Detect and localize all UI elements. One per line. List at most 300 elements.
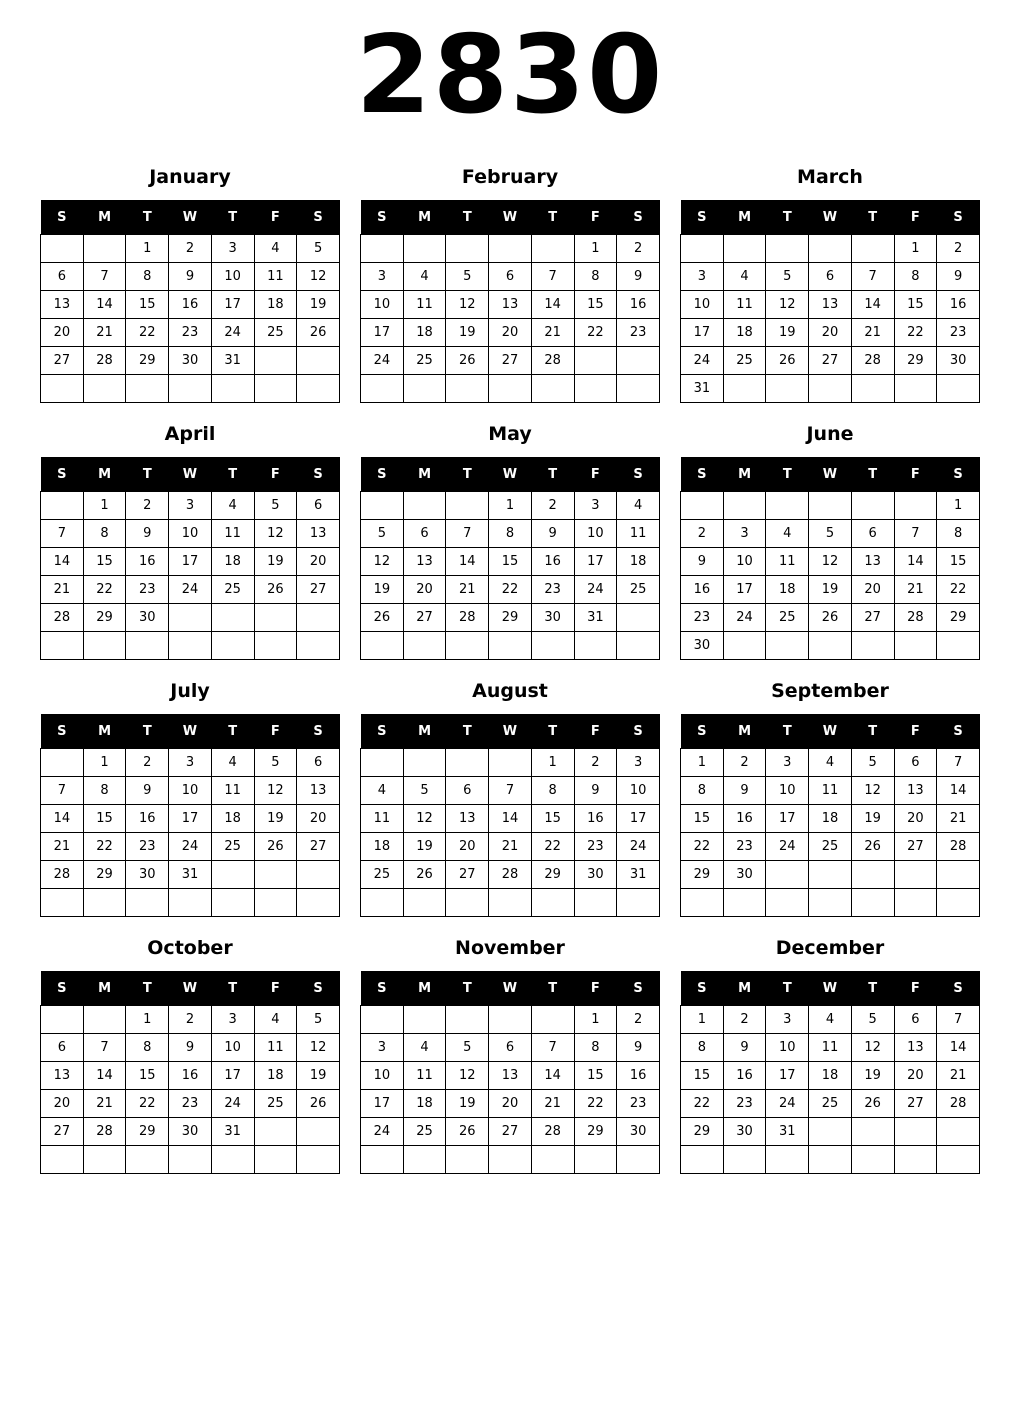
day-cell[interactable]: 10: [723, 548, 766, 576]
day-cell[interactable]: 17: [211, 1062, 254, 1090]
day-cell[interactable]: 17: [169, 805, 212, 833]
day-cell[interactable]: 25: [809, 1090, 852, 1118]
day-cell[interactable]: 31: [681, 375, 724, 403]
day-cell[interactable]: 26: [403, 861, 446, 889]
day-cell[interactable]: 3: [169, 749, 212, 777]
day-cell[interactable]: 29: [489, 604, 532, 632]
day-cell[interactable]: 12: [446, 291, 489, 319]
day-cell[interactable]: 5: [446, 263, 489, 291]
day-cell[interactable]: 22: [126, 1090, 169, 1118]
day-cell[interactable]: 11: [809, 777, 852, 805]
day-cell[interactable]: 20: [41, 1090, 84, 1118]
day-cell[interactable]: 29: [574, 1118, 617, 1146]
day-cell[interactable]: 11: [361, 805, 404, 833]
day-cell[interactable]: 24: [211, 1090, 254, 1118]
day-cell[interactable]: 1: [126, 1006, 169, 1034]
day-cell[interactable]: 10: [169, 520, 212, 548]
day-cell[interactable]: 2: [531, 492, 574, 520]
day-cell[interactable]: 14: [531, 1062, 574, 1090]
day-cell[interactable]: 18: [211, 805, 254, 833]
day-cell[interactable]: 30: [169, 347, 212, 375]
day-cell[interactable]: 11: [617, 520, 660, 548]
day-cell[interactable]: 14: [531, 291, 574, 319]
day-cell[interactable]: 9: [617, 1034, 660, 1062]
day-cell[interactable]: 23: [617, 1090, 660, 1118]
day-cell[interactable]: 8: [83, 777, 126, 805]
day-cell[interactable]: 23: [169, 1090, 212, 1118]
day-cell[interactable]: 13: [297, 777, 340, 805]
day-cell[interactable]: 4: [617, 492, 660, 520]
day-cell[interactable]: 11: [403, 291, 446, 319]
day-cell[interactable]: 7: [851, 263, 894, 291]
day-cell[interactable]: 26: [297, 319, 340, 347]
day-cell[interactable]: 23: [681, 604, 724, 632]
day-cell[interactable]: 10: [169, 777, 212, 805]
day-cell[interactable]: 6: [41, 263, 84, 291]
day-cell[interactable]: 29: [83, 861, 126, 889]
day-cell[interactable]: 28: [83, 347, 126, 375]
day-cell[interactable]: 16: [169, 1062, 212, 1090]
day-cell[interactable]: 7: [446, 520, 489, 548]
day-cell[interactable]: 9: [681, 548, 724, 576]
day-cell[interactable]: 26: [254, 833, 297, 861]
day-cell[interactable]: 22: [83, 833, 126, 861]
day-cell[interactable]: 18: [766, 576, 809, 604]
day-cell[interactable]: 18: [361, 833, 404, 861]
day-cell[interactable]: 19: [809, 576, 852, 604]
day-cell[interactable]: 29: [937, 604, 980, 632]
day-cell[interactable]: 30: [723, 1118, 766, 1146]
day-cell[interactable]: 24: [681, 347, 724, 375]
day-cell[interactable]: 16: [531, 548, 574, 576]
day-cell[interactable]: 31: [574, 604, 617, 632]
day-cell[interactable]: 7: [937, 1006, 980, 1034]
day-cell[interactable]: 27: [894, 1090, 937, 1118]
day-cell[interactable]: 12: [297, 1034, 340, 1062]
day-cell[interactable]: 28: [851, 347, 894, 375]
day-cell[interactable]: 5: [297, 1006, 340, 1034]
day-cell[interactable]: 28: [41, 861, 84, 889]
day-cell[interactable]: 3: [723, 520, 766, 548]
day-cell[interactable]: 6: [894, 1006, 937, 1034]
day-cell[interactable]: 13: [41, 291, 84, 319]
day-cell[interactable]: 9: [723, 777, 766, 805]
day-cell[interactable]: 5: [403, 777, 446, 805]
day-cell[interactable]: 20: [809, 319, 852, 347]
day-cell[interactable]: 8: [83, 520, 126, 548]
day-cell[interactable]: 26: [809, 604, 852, 632]
day-cell[interactable]: 9: [126, 777, 169, 805]
day-cell[interactable]: 6: [489, 1034, 532, 1062]
day-cell[interactable]: 13: [489, 291, 532, 319]
day-cell[interactable]: 13: [489, 1062, 532, 1090]
day-cell[interactable]: 16: [723, 1062, 766, 1090]
day-cell[interactable]: 12: [403, 805, 446, 833]
day-cell[interactable]: 22: [574, 319, 617, 347]
day-cell[interactable]: 21: [851, 319, 894, 347]
day-cell[interactable]: 2: [126, 749, 169, 777]
day-cell[interactable]: 31: [211, 347, 254, 375]
day-cell[interactable]: 24: [361, 347, 404, 375]
day-cell[interactable]: 28: [894, 604, 937, 632]
day-cell[interactable]: 1: [574, 1006, 617, 1034]
day-cell[interactable]: 30: [617, 1118, 660, 1146]
day-cell[interactable]: 24: [723, 604, 766, 632]
day-cell[interactable]: 26: [446, 1118, 489, 1146]
day-cell[interactable]: 7: [83, 1034, 126, 1062]
day-cell[interactable]: 27: [446, 861, 489, 889]
day-cell[interactable]: 10: [211, 1034, 254, 1062]
day-cell[interactable]: 8: [126, 1034, 169, 1062]
day-cell[interactable]: 25: [254, 319, 297, 347]
day-cell[interactable]: 22: [681, 1090, 724, 1118]
day-cell[interactable]: 19: [254, 805, 297, 833]
day-cell[interactable]: 26: [851, 1090, 894, 1118]
day-cell[interactable]: 13: [297, 520, 340, 548]
day-cell[interactable]: 20: [489, 319, 532, 347]
day-cell[interactable]: 21: [83, 319, 126, 347]
day-cell[interactable]: 18: [723, 319, 766, 347]
day-cell[interactable]: 7: [937, 749, 980, 777]
day-cell[interactable]: 2: [126, 492, 169, 520]
day-cell[interactable]: 15: [531, 805, 574, 833]
day-cell[interactable]: 25: [403, 347, 446, 375]
day-cell[interactable]: 30: [126, 861, 169, 889]
day-cell[interactable]: 15: [937, 548, 980, 576]
day-cell[interactable]: 17: [617, 805, 660, 833]
day-cell[interactable]: 24: [574, 576, 617, 604]
day-cell[interactable]: 11: [211, 777, 254, 805]
day-cell[interactable]: 27: [41, 347, 84, 375]
day-cell[interactable]: 21: [83, 1090, 126, 1118]
day-cell[interactable]: 19: [254, 548, 297, 576]
day-cell[interactable]: 10: [211, 263, 254, 291]
day-cell[interactable]: 19: [361, 576, 404, 604]
day-cell[interactable]: 4: [809, 749, 852, 777]
day-cell[interactable]: 12: [766, 291, 809, 319]
day-cell[interactable]: 2: [937, 235, 980, 263]
day-cell[interactable]: 5: [254, 749, 297, 777]
day-cell[interactable]: 12: [361, 548, 404, 576]
day-cell[interactable]: 14: [83, 291, 126, 319]
day-cell[interactable]: 7: [531, 1034, 574, 1062]
day-cell[interactable]: 2: [617, 1006, 660, 1034]
day-cell[interactable]: 23: [574, 833, 617, 861]
day-cell[interactable]: 22: [126, 319, 169, 347]
day-cell[interactable]: 17: [361, 319, 404, 347]
day-cell[interactable]: 25: [766, 604, 809, 632]
day-cell[interactable]: 17: [766, 1062, 809, 1090]
day-cell[interactable]: 19: [446, 319, 489, 347]
day-cell[interactable]: 24: [169, 576, 212, 604]
day-cell[interactable]: 16: [169, 291, 212, 319]
day-cell[interactable]: 12: [851, 1034, 894, 1062]
day-cell[interactable]: 7: [531, 263, 574, 291]
day-cell[interactable]: 2: [574, 749, 617, 777]
day-cell[interactable]: 15: [574, 1062, 617, 1090]
day-cell[interactable]: 12: [254, 777, 297, 805]
day-cell[interactable]: 4: [766, 520, 809, 548]
day-cell[interactable]: 19: [297, 291, 340, 319]
day-cell[interactable]: 10: [361, 291, 404, 319]
day-cell[interactable]: 22: [937, 576, 980, 604]
day-cell[interactable]: 18: [403, 1090, 446, 1118]
day-cell[interactable]: 29: [83, 604, 126, 632]
day-cell[interactable]: 29: [126, 347, 169, 375]
day-cell[interactable]: 7: [41, 777, 84, 805]
day-cell[interactable]: 16: [937, 291, 980, 319]
day-cell[interactable]: 4: [254, 1006, 297, 1034]
day-cell[interactable]: 14: [41, 805, 84, 833]
day-cell[interactable]: 11: [211, 520, 254, 548]
day-cell[interactable]: 30: [126, 604, 169, 632]
day-cell[interactable]: 20: [489, 1090, 532, 1118]
day-cell[interactable]: 9: [169, 263, 212, 291]
day-cell[interactable]: 8: [894, 263, 937, 291]
day-cell[interactable]: 13: [894, 777, 937, 805]
day-cell[interactable]: 28: [937, 833, 980, 861]
day-cell[interactable]: 6: [851, 520, 894, 548]
day-cell[interactable]: 30: [531, 604, 574, 632]
day-cell[interactable]: 1: [126, 235, 169, 263]
day-cell[interactable]: 9: [126, 520, 169, 548]
day-cell[interactable]: 24: [766, 1090, 809, 1118]
day-cell[interactable]: 26: [254, 576, 297, 604]
day-cell[interactable]: 14: [446, 548, 489, 576]
day-cell[interactable]: 15: [489, 548, 532, 576]
day-cell[interactable]: 27: [894, 833, 937, 861]
day-cell[interactable]: 4: [403, 263, 446, 291]
day-cell[interactable]: 20: [297, 805, 340, 833]
day-cell[interactable]: 18: [617, 548, 660, 576]
day-cell[interactable]: 20: [297, 548, 340, 576]
day-cell[interactable]: 14: [937, 777, 980, 805]
day-cell[interactable]: 21: [489, 833, 532, 861]
day-cell[interactable]: 1: [681, 749, 724, 777]
day-cell[interactable]: 13: [809, 291, 852, 319]
day-cell[interactable]: 27: [489, 1118, 532, 1146]
day-cell[interactable]: 1: [937, 492, 980, 520]
day-cell[interactable]: 10: [361, 1062, 404, 1090]
day-cell[interactable]: 25: [809, 833, 852, 861]
day-cell[interactable]: 30: [937, 347, 980, 375]
day-cell[interactable]: 21: [937, 805, 980, 833]
day-cell[interactable]: 16: [617, 291, 660, 319]
day-cell[interactable]: 25: [254, 1090, 297, 1118]
day-cell[interactable]: 22: [489, 576, 532, 604]
day-cell[interactable]: 11: [403, 1062, 446, 1090]
day-cell[interactable]: 16: [617, 1062, 660, 1090]
day-cell[interactable]: 14: [851, 291, 894, 319]
day-cell[interactable]: 3: [361, 263, 404, 291]
day-cell[interactable]: 20: [894, 1062, 937, 1090]
day-cell[interactable]: 20: [851, 576, 894, 604]
day-cell[interactable]: 29: [894, 347, 937, 375]
day-cell[interactable]: 24: [617, 833, 660, 861]
day-cell[interactable]: 6: [403, 520, 446, 548]
day-cell[interactable]: 28: [41, 604, 84, 632]
day-cell[interactable]: 4: [361, 777, 404, 805]
day-cell[interactable]: 29: [681, 861, 724, 889]
day-cell[interactable]: 31: [211, 1118, 254, 1146]
day-cell[interactable]: 10: [681, 291, 724, 319]
day-cell[interactable]: 19: [446, 1090, 489, 1118]
day-cell[interactable]: 17: [211, 291, 254, 319]
day-cell[interactable]: 8: [681, 1034, 724, 1062]
day-cell[interactable]: 31: [766, 1118, 809, 1146]
day-cell[interactable]: 14: [83, 1062, 126, 1090]
day-cell[interactable]: 25: [617, 576, 660, 604]
day-cell[interactable]: 26: [297, 1090, 340, 1118]
day-cell[interactable]: 27: [403, 604, 446, 632]
day-cell[interactable]: 6: [297, 492, 340, 520]
day-cell[interactable]: 3: [361, 1034, 404, 1062]
day-cell[interactable]: 11: [723, 291, 766, 319]
day-cell[interactable]: 16: [126, 805, 169, 833]
day-cell[interactable]: 12: [297, 263, 340, 291]
day-cell[interactable]: 12: [254, 520, 297, 548]
day-cell[interactable]: 26: [361, 604, 404, 632]
day-cell[interactable]: 3: [211, 235, 254, 263]
day-cell[interactable]: 21: [531, 319, 574, 347]
day-cell[interactable]: 24: [169, 833, 212, 861]
day-cell[interactable]: 29: [126, 1118, 169, 1146]
day-cell[interactable]: 22: [894, 319, 937, 347]
day-cell[interactable]: 24: [211, 319, 254, 347]
day-cell[interactable]: 28: [531, 347, 574, 375]
day-cell[interactable]: 7: [489, 777, 532, 805]
day-cell[interactable]: 26: [446, 347, 489, 375]
day-cell[interactable]: 14: [894, 548, 937, 576]
day-cell[interactable]: 7: [894, 520, 937, 548]
day-cell[interactable]: 18: [254, 1062, 297, 1090]
day-cell[interactable]: 6: [809, 263, 852, 291]
day-cell[interactable]: 5: [851, 749, 894, 777]
day-cell[interactable]: 8: [937, 520, 980, 548]
day-cell[interactable]: 5: [254, 492, 297, 520]
day-cell[interactable]: 10: [574, 520, 617, 548]
day-cell[interactable]: 15: [574, 291, 617, 319]
day-cell[interactable]: 31: [617, 861, 660, 889]
day-cell[interactable]: 29: [681, 1118, 724, 1146]
day-cell[interactable]: 15: [681, 805, 724, 833]
day-cell[interactable]: 3: [574, 492, 617, 520]
day-cell[interactable]: 21: [531, 1090, 574, 1118]
day-cell[interactable]: 19: [297, 1062, 340, 1090]
day-cell[interactable]: 4: [254, 235, 297, 263]
day-cell[interactable]: 20: [41, 319, 84, 347]
day-cell[interactable]: 1: [83, 492, 126, 520]
day-cell[interactable]: 1: [531, 749, 574, 777]
day-cell[interactable]: 19: [766, 319, 809, 347]
day-cell[interactable]: 11: [809, 1034, 852, 1062]
day-cell[interactable]: 4: [723, 263, 766, 291]
day-cell[interactable]: 15: [83, 548, 126, 576]
day-cell[interactable]: 6: [489, 263, 532, 291]
day-cell[interactable]: 15: [126, 291, 169, 319]
day-cell[interactable]: 16: [723, 805, 766, 833]
day-cell[interactable]: 23: [126, 833, 169, 861]
day-cell[interactable]: 17: [723, 576, 766, 604]
day-cell[interactable]: 22: [681, 833, 724, 861]
day-cell[interactable]: 3: [681, 263, 724, 291]
day-cell[interactable]: 23: [723, 1090, 766, 1118]
day-cell[interactable]: 17: [681, 319, 724, 347]
day-cell[interactable]: 9: [617, 263, 660, 291]
day-cell[interactable]: 19: [851, 805, 894, 833]
day-cell[interactable]: 26: [766, 347, 809, 375]
day-cell[interactable]: 17: [766, 805, 809, 833]
day-cell[interactable]: 7: [83, 263, 126, 291]
day-cell[interactable]: 6: [41, 1034, 84, 1062]
day-cell[interactable]: 25: [403, 1118, 446, 1146]
day-cell[interactable]: 10: [766, 1034, 809, 1062]
day-cell[interactable]: 1: [894, 235, 937, 263]
day-cell[interactable]: 1: [681, 1006, 724, 1034]
day-cell[interactable]: 13: [894, 1034, 937, 1062]
day-cell[interactable]: 24: [361, 1118, 404, 1146]
day-cell[interactable]: 1: [489, 492, 532, 520]
day-cell[interactable]: 4: [211, 749, 254, 777]
day-cell[interactable]: 31: [169, 861, 212, 889]
day-cell[interactable]: 12: [851, 777, 894, 805]
day-cell[interactable]: 19: [851, 1062, 894, 1090]
day-cell[interactable]: 11: [766, 548, 809, 576]
day-cell[interactable]: 1: [83, 749, 126, 777]
day-cell[interactable]: 18: [809, 1062, 852, 1090]
day-cell[interactable]: 10: [766, 777, 809, 805]
day-cell[interactable]: 8: [574, 263, 617, 291]
day-cell[interactable]: 12: [809, 548, 852, 576]
day-cell[interactable]: 16: [126, 548, 169, 576]
day-cell[interactable]: 27: [297, 576, 340, 604]
day-cell[interactable]: 9: [169, 1034, 212, 1062]
day-cell[interactable]: 17: [574, 548, 617, 576]
day-cell[interactable]: 5: [446, 1034, 489, 1062]
day-cell[interactable]: 13: [403, 548, 446, 576]
day-cell[interactable]: 8: [531, 777, 574, 805]
day-cell[interactable]: 30: [723, 861, 766, 889]
day-cell[interactable]: 22: [83, 576, 126, 604]
day-cell[interactable]: 11: [254, 263, 297, 291]
day-cell[interactable]: 16: [681, 576, 724, 604]
day-cell[interactable]: 6: [297, 749, 340, 777]
day-cell[interactable]: 5: [809, 520, 852, 548]
day-cell[interactable]: 3: [169, 492, 212, 520]
day-cell[interactable]: 8: [574, 1034, 617, 1062]
day-cell[interactable]: 23: [723, 833, 766, 861]
day-cell[interactable]: 6: [446, 777, 489, 805]
day-cell[interactable]: 25: [211, 576, 254, 604]
day-cell[interactable]: 27: [851, 604, 894, 632]
day-cell[interactable]: 21: [41, 576, 84, 604]
day-cell[interactable]: 25: [723, 347, 766, 375]
day-cell[interactable]: 26: [851, 833, 894, 861]
day-cell[interactable]: 2: [723, 1006, 766, 1034]
day-cell[interactable]: 5: [766, 263, 809, 291]
day-cell[interactable]: 9: [937, 263, 980, 291]
day-cell[interactable]: 30: [574, 861, 617, 889]
day-cell[interactable]: 18: [254, 291, 297, 319]
day-cell[interactable]: 25: [211, 833, 254, 861]
day-cell[interactable]: 13: [446, 805, 489, 833]
day-cell[interactable]: 9: [531, 520, 574, 548]
day-cell[interactable]: 10: [617, 777, 660, 805]
day-cell[interactable]: 23: [169, 319, 212, 347]
day-cell[interactable]: 17: [361, 1090, 404, 1118]
day-cell[interactable]: 23: [937, 319, 980, 347]
day-cell[interactable]: 14: [41, 548, 84, 576]
